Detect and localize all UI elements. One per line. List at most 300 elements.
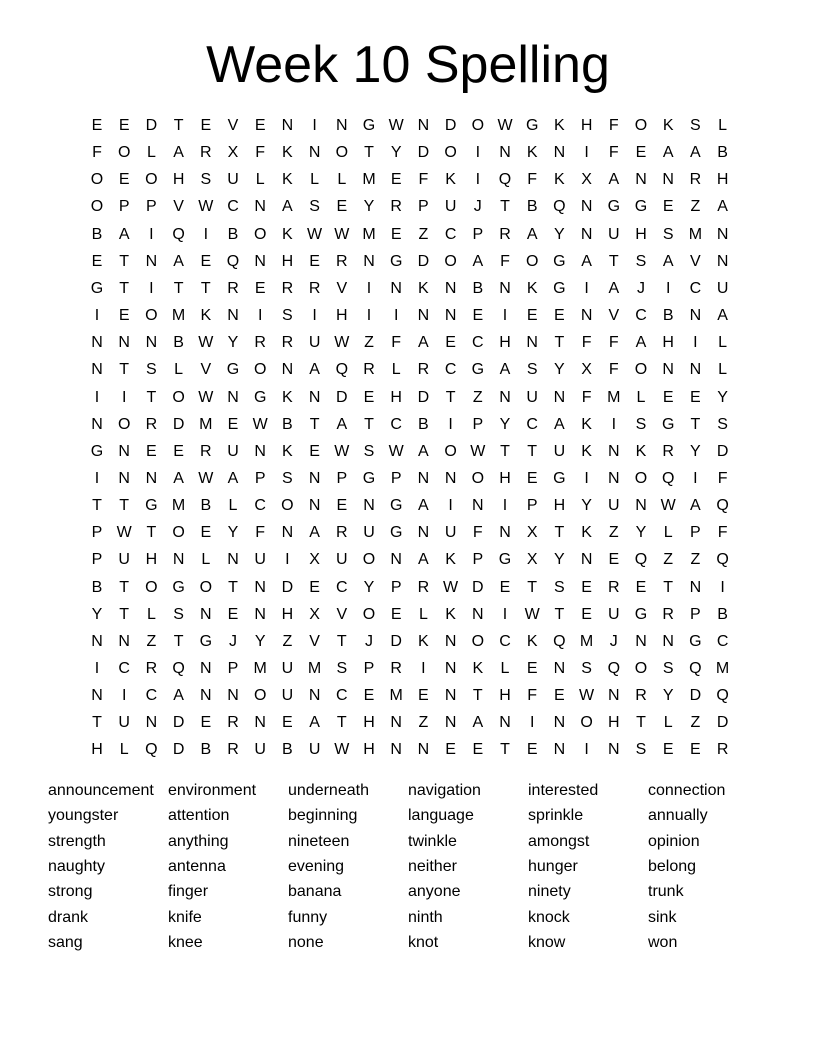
grid-letter[interactable]: W (198, 198, 214, 216)
grid-letter[interactable]: I (94, 307, 100, 325)
grid-letter[interactable]: P (227, 660, 239, 677)
grid-letter[interactable]: P (254, 469, 266, 487)
grid-letter[interactable]: N (200, 687, 212, 705)
grid-letter[interactable]: M (253, 660, 267, 677)
grid-letter[interactable]: U (254, 741, 266, 759)
grid-letter[interactable]: Y (227, 334, 239, 352)
grid-letter[interactable]: I (720, 578, 725, 596)
grid-letter[interactable]: V (690, 252, 701, 270)
grid-letter[interactable]: K (445, 551, 456, 569)
grid-letter[interactable]: M (171, 307, 186, 325)
grid-letter[interactable]: R (227, 714, 239, 732)
grid-letter[interactable]: E (200, 117, 212, 134)
grid-letter[interactable]: B (91, 578, 103, 596)
grid-letter[interactable]: G (498, 551, 512, 569)
grid-letter[interactable]: D (417, 252, 430, 270)
grid-letter[interactable]: E (363, 388, 375, 406)
grid-letter[interactable]: W (470, 442, 486, 460)
grid-letter[interactable]: T (228, 578, 238, 596)
grid-letter[interactable]: N (417, 469, 430, 487)
grid-letter[interactable]: S (662, 660, 674, 677)
grid-letter[interactable]: C (145, 687, 158, 705)
grid-letter[interactable]: A (418, 334, 429, 352)
grid-letter[interactable]: A (662, 144, 674, 162)
grid-letter[interactable]: O (471, 632, 485, 650)
grid-letter[interactable]: N (254, 252, 266, 270)
grid-letter[interactable]: N (444, 687, 457, 705)
grid-letter[interactable]: P (690, 605, 701, 623)
grid-letter[interactable]: A (608, 279, 620, 297)
grid-letter[interactable]: K (472, 660, 484, 677)
grid-letter[interactable]: S (282, 469, 293, 487)
grid-letter[interactable]: E (526, 741, 538, 759)
grid-letter[interactable]: N (417, 117, 430, 134)
grid-letter[interactable]: E (581, 605, 592, 623)
grid-letter[interactable]: B (227, 225, 239, 243)
grid-letter[interactable]: N (444, 279, 457, 297)
grid-letter[interactable]: W (388, 442, 404, 460)
grid-letter[interactable]: Y (254, 632, 266, 650)
grid-letter[interactable]: N (689, 578, 702, 596)
grid-letter[interactable]: N (499, 144, 511, 162)
grid-letter[interactable]: J (229, 632, 237, 650)
grid-letter[interactable]: E (554, 307, 565, 325)
grid-letter[interactable]: C (472, 334, 484, 352)
grid-letter[interactable]: F (608, 117, 619, 134)
grid-letter[interactable]: N (308, 687, 321, 705)
grid-letter[interactable]: G (553, 252, 566, 270)
grid-letter[interactable]: I (584, 469, 589, 487)
grid-letter[interactable]: E (118, 171, 130, 189)
grid-letter[interactable]: T (364, 144, 374, 162)
grid-letter[interactable]: A (526, 225, 538, 243)
grid-letter[interactable]: P (118, 198, 130, 216)
grid-letter[interactable]: G (389, 524, 403, 542)
grid-letter[interactable]: K (581, 442, 592, 460)
grid-letter[interactable]: T (500, 442, 510, 460)
grid-letter[interactable]: I (366, 279, 372, 297)
grid-letter[interactable]: D (417, 388, 430, 406)
grid-letter[interactable]: Q (145, 741, 158, 759)
grid-letter[interactable]: Q (607, 660, 621, 677)
grid-letter[interactable]: T (119, 361, 130, 379)
grid-letter[interactable]: Y (662, 687, 674, 705)
grid-letter[interactable]: S (635, 415, 647, 433)
grid-letter[interactable]: J (637, 279, 645, 297)
grid-letter[interactable]: R (716, 741, 729, 759)
grid-letter[interactable]: N (689, 361, 702, 379)
grid-letter[interactable]: T (636, 714, 646, 732)
grid-letter[interactable]: H (281, 605, 294, 623)
grid-letter[interactable]: T (119, 252, 130, 270)
grid-letter[interactable]: U (308, 334, 321, 352)
grid-letter[interactable]: H (91, 741, 103, 759)
grid-letter[interactable]: B (282, 415, 293, 433)
grid-letter[interactable]: B (717, 605, 728, 623)
grid-letter[interactable]: I (693, 469, 698, 487)
grid-letter[interactable]: I (149, 225, 154, 243)
grid-letter[interactable]: Z (663, 551, 674, 569)
grid-letter[interactable]: Z (608, 524, 619, 542)
grid-letter[interactable]: Q (553, 198, 566, 216)
grid-letter[interactable]: P (91, 551, 103, 569)
grid-letter[interactable]: N (444, 632, 457, 650)
grid-letter[interactable]: N (553, 660, 566, 677)
grid-letter[interactable]: H (390, 388, 402, 406)
grid-letter[interactable]: T (146, 524, 157, 542)
grid-letter[interactable]: O (253, 687, 267, 705)
grid-letter[interactable]: M (579, 632, 594, 650)
grid-letter[interactable]: F (608, 144, 619, 162)
grid-letter[interactable]: R (227, 741, 239, 759)
grid-letter[interactable]: I (312, 307, 317, 325)
grid-letter[interactable]: P (690, 524, 701, 542)
grid-letter[interactable]: H (553, 497, 566, 515)
grid-letter[interactable]: N (118, 632, 130, 650)
grid-letter[interactable]: O (335, 144, 349, 162)
grid-letter[interactable]: E (581, 578, 592, 596)
grid-letter[interactable]: G (253, 388, 267, 406)
grid-letter[interactable]: U (363, 524, 375, 542)
grid-letter[interactable]: N (363, 497, 375, 515)
grid-letter[interactable]: I (94, 469, 100, 487)
grid-letter[interactable]: M (688, 225, 703, 243)
grid-letter[interactable]: P (390, 469, 402, 487)
grid-letter[interactable]: P (363, 660, 375, 677)
grid-letter[interactable]: R (281, 334, 294, 352)
grid-letter[interactable]: L (718, 117, 728, 134)
grid-letter[interactable]: M (171, 497, 186, 515)
grid-letter[interactable]: N (553, 144, 566, 162)
grid-letter[interactable]: A (581, 252, 592, 270)
grid-letter[interactable]: C (499, 632, 511, 650)
grid-letter[interactable]: S (526, 361, 538, 379)
grid-letter[interactable]: A (336, 415, 348, 433)
grid-letter[interactable]: R (608, 578, 620, 596)
grid-letter[interactable]: F (527, 171, 538, 189)
grid-letter[interactable]: N (444, 469, 457, 487)
grid-letter[interactable]: A (173, 469, 184, 487)
grid-letter[interactable]: Q (716, 551, 729, 569)
grid-letter[interactable]: A (418, 551, 429, 569)
grid-letter[interactable]: U (227, 442, 239, 460)
grid-letter[interactable]: T (663, 578, 674, 596)
grid-letter[interactable]: D (336, 388, 348, 406)
grid-letter[interactable]: E (662, 388, 674, 406)
grid-letter[interactable]: D (172, 415, 185, 433)
grid-letter[interactable]: O (172, 524, 185, 542)
grid-letter[interactable]: N (608, 687, 620, 705)
grid-letter[interactable]: Q (634, 551, 648, 569)
grid-letter[interactable]: R (417, 361, 430, 379)
grid-letter[interactable]: G (553, 279, 566, 297)
grid-letter[interactable]: O (90, 198, 104, 216)
grid-letter[interactable]: S (336, 660, 348, 677)
grid-letter[interactable]: W (198, 334, 214, 352)
grid-letter[interactable]: F (92, 144, 102, 162)
grid-letter[interactable]: L (718, 334, 728, 352)
grid-letter[interactable]: A (690, 144, 701, 162)
grid-letter[interactable]: U (336, 551, 348, 569)
grid-letter[interactable]: X (227, 144, 239, 162)
grid-letter[interactable]: J (365, 632, 373, 650)
grid-letter[interactable]: K (662, 117, 674, 134)
grid-letter[interactable]: H (662, 334, 674, 352)
grid-letter[interactable]: S (282, 307, 293, 325)
grid-letter[interactable]: R (281, 279, 294, 297)
grid-letter[interactable]: R (200, 144, 212, 162)
grid-letter[interactable]: Y (91, 605, 103, 623)
grid-letter[interactable]: F (717, 524, 728, 542)
grid-letter[interactable]: W (579, 687, 595, 705)
grid-letter[interactable]: K (526, 144, 538, 162)
grid-letter[interactable]: M (607, 388, 621, 406)
grid-letter[interactable]: E (499, 578, 511, 596)
grid-letter[interactable]: F (418, 171, 429, 189)
grid-letter[interactable]: A (173, 144, 184, 162)
grid-letter[interactable]: R (390, 660, 402, 677)
grid-letter[interactable]: V (200, 361, 212, 379)
grid-letter[interactable]: E (554, 687, 565, 705)
grid-letter[interactable]: I (665, 279, 671, 297)
grid-letter[interactable]: T (364, 415, 374, 433)
grid-letter[interactable]: U (308, 741, 321, 759)
grid-letter[interactable]: G (634, 605, 648, 623)
grid-letter[interactable]: N (444, 714, 457, 732)
grid-letter[interactable]: E (227, 415, 239, 433)
grid-letter[interactable]: F (608, 361, 619, 379)
grid-letter[interactable]: Y (390, 144, 402, 162)
grid-letter[interactable]: U (281, 687, 294, 705)
grid-letter[interactable]: L (146, 144, 156, 162)
grid-letter[interactable]: L (636, 388, 646, 406)
grid-letter[interactable]: H (499, 469, 511, 487)
grid-letter[interactable]: K (282, 388, 293, 406)
grid-letter[interactable]: P (146, 198, 157, 216)
grid-letter[interactable]: H (145, 551, 158, 569)
grid-letter[interactable]: M (362, 225, 376, 243)
grid-letter[interactable]: G (172, 578, 185, 596)
grid-letter[interactable]: E (390, 171, 402, 189)
grid-letter[interactable]: N (444, 307, 457, 325)
grid-letter[interactable]: Y (690, 442, 701, 460)
grid-letter[interactable]: L (174, 361, 184, 379)
grid-letter[interactable]: T (554, 605, 565, 623)
grid-letter[interactable]: N (716, 225, 729, 243)
grid-letter[interactable]: B (282, 741, 293, 759)
grid-letter[interactable]: N (472, 605, 484, 623)
grid-letter[interactable]: H (716, 171, 729, 189)
grid-letter[interactable]: E (200, 524, 212, 542)
grid-letter[interactable]: N (200, 660, 212, 677)
grid-letter[interactable]: V (227, 117, 239, 134)
grid-letter[interactable]: N (635, 497, 647, 515)
grid-letter[interactable]: O (281, 497, 294, 515)
grid-letter[interactable]: S (200, 171, 212, 189)
grid-letter[interactable]: I (502, 307, 508, 325)
grid-letter[interactable]: K (581, 524, 592, 542)
grid-letter[interactable]: I (448, 497, 453, 515)
grid-letter[interactable]: O (172, 388, 185, 406)
grid-letter[interactable]: G (553, 469, 566, 487)
grid-letter[interactable]: U (444, 198, 457, 216)
grid-letter[interactable]: O (471, 117, 485, 134)
grid-letter[interactable]: E (418, 687, 429, 705)
grid-letter[interactable]: N (308, 497, 321, 515)
grid-letter[interactable]: D (444, 117, 457, 134)
grid-letter[interactable]: S (690, 117, 701, 134)
grid-letter[interactable]: S (635, 252, 647, 270)
grid-letter[interactable]: W (198, 388, 214, 406)
grid-letter[interactable]: A (690, 497, 701, 515)
grid-letter[interactable]: N (499, 524, 511, 542)
grid-letter[interactable]: G (661, 415, 675, 433)
grid-letter[interactable]: V (309, 632, 320, 650)
grid-letter[interactable]: U (254, 551, 266, 569)
grid-letter[interactable]: Q (498, 171, 512, 189)
grid-letter[interactable]: A (662, 252, 674, 270)
grid-letter[interactable]: R (635, 687, 647, 705)
grid-letter[interactable]: U (118, 714, 130, 732)
grid-letter[interactable]: R (390, 198, 402, 216)
grid-letter[interactable]: L (255, 171, 265, 189)
grid-letter[interactable]: E (118, 307, 130, 325)
grid-letter[interactable]: R (363, 361, 375, 379)
grid-letter[interactable]: L (663, 524, 673, 542)
grid-letter[interactable]: N (472, 497, 484, 515)
grid-letter[interactable]: N (118, 469, 130, 487)
grid-letter[interactable]: H (172, 171, 185, 189)
grid-letter[interactable]: N (363, 252, 375, 270)
grid-letter[interactable]: N (553, 741, 566, 759)
grid-letter[interactable]: O (471, 469, 485, 487)
grid-letter[interactable]: R (499, 225, 511, 243)
grid-letter[interactable]: E (445, 741, 456, 759)
grid-letter[interactable]: N (499, 388, 511, 406)
grid-letter[interactable]: W (334, 741, 350, 759)
grid-letter[interactable]: Z (364, 334, 374, 352)
grid-letter[interactable]: U (608, 497, 620, 515)
grid-letter[interactable]: Q (172, 660, 185, 677)
grid-letter[interactable]: M (362, 171, 376, 189)
grid-letter[interactable]: I (502, 605, 508, 623)
grid-letter[interactable]: S (173, 605, 184, 623)
grid-letter[interactable]: C (227, 198, 239, 216)
grid-letter[interactable]: E (526, 469, 538, 487)
grid-letter[interactable]: A (554, 415, 565, 433)
grid-letter[interactable]: T (92, 497, 102, 515)
grid-letter[interactable]: U (553, 442, 566, 460)
grid-letter[interactable]: O (580, 714, 593, 732)
grid-letter[interactable]: L (228, 497, 238, 515)
grid-letter[interactable]: U (444, 524, 457, 542)
grid-letter[interactable]: R (308, 279, 321, 297)
grid-letter[interactable]: U (608, 225, 620, 243)
grid-letter[interactable]: O (634, 469, 648, 487)
grid-letter[interactable]: N (281, 117, 294, 134)
grid-letter[interactable]: G (362, 117, 376, 134)
grid-letter[interactable]: P (91, 524, 103, 542)
grid-letter[interactable]: N (662, 361, 674, 379)
grid-letter[interactable]: C (635, 307, 647, 325)
grid-letter[interactable]: E (472, 307, 484, 325)
grid-letter[interactable]: E (146, 442, 157, 460)
grid-letter[interactable]: Y (581, 497, 592, 515)
grid-letter[interactable]: E (662, 198, 674, 216)
grid-letter[interactable]: U (227, 171, 239, 189)
grid-letter[interactable]: D (281, 578, 294, 596)
grid-letter[interactable]: T (92, 714, 102, 732)
grid-letter[interactable]: I (693, 334, 698, 352)
grid-letter[interactable]: A (472, 714, 484, 732)
grid-letter[interactable]: D (472, 578, 484, 596)
grid-letter[interactable]: A (635, 334, 647, 352)
grid-letter[interactable]: N (417, 307, 430, 325)
grid-letter[interactable]: R (662, 605, 674, 623)
grid-letter[interactable]: G (607, 198, 621, 216)
grid-letter[interactable]: T (200, 279, 211, 297)
grid-letter[interactable]: V (608, 307, 620, 325)
grid-letter[interactable]: I (448, 415, 453, 433)
grid-letter[interactable]: O (145, 171, 158, 189)
grid-letter[interactable]: N (526, 334, 538, 352)
grid-letter[interactable]: Z (690, 714, 701, 732)
grid-letter[interactable]: I (94, 388, 100, 406)
grid-letter[interactable]: Q (335, 361, 349, 379)
grid-letter[interactable]: N (499, 279, 511, 297)
grid-letter[interactable]: W (443, 578, 459, 596)
grid-letter[interactable]: B (472, 279, 484, 297)
grid-letter[interactable]: N (608, 442, 620, 460)
grid-letter[interactable]: N (227, 307, 239, 325)
grid-letter[interactable]: F (527, 687, 538, 705)
grid-letter[interactable]: C (254, 497, 266, 515)
grid-letter[interactable]: D (390, 632, 402, 650)
grid-letter[interactable]: W (334, 334, 350, 352)
grid-letter[interactable]: I (312, 117, 317, 134)
grid-letter[interactable]: L (201, 551, 211, 569)
grid-letter[interactable]: A (227, 469, 239, 487)
grid-letter[interactable]: N (580, 198, 593, 216)
grid-letter[interactable]: K (282, 442, 293, 460)
grid-letter[interactable]: O (634, 361, 648, 379)
grid-letter[interactable]: T (146, 388, 157, 406)
grid-letter[interactable]: M (307, 660, 322, 677)
grid-letter[interactable]: E (390, 605, 402, 623)
grid-letter[interactable]: Q (172, 225, 185, 243)
grid-letter[interactable]: J (609, 632, 618, 650)
grid-letter[interactable]: I (584, 741, 589, 759)
grid-letter[interactable]: O (444, 252, 457, 270)
grid-letter[interactable]: O (253, 361, 267, 379)
grid-letter[interactable]: T (173, 632, 184, 650)
grid-letter[interactable]: P (472, 225, 484, 243)
grid-letter[interactable]: W (198, 469, 214, 487)
grid-letter[interactable]: Y (554, 551, 565, 569)
grid-letter[interactable]: E (690, 388, 701, 406)
grid-letter[interactable]: N (91, 334, 103, 352)
grid-letter[interactable]: F (608, 334, 619, 352)
grid-letter[interactable]: H (635, 225, 647, 243)
grid-letter[interactable]: U (608, 605, 620, 623)
grid-letter[interactable]: K (554, 117, 565, 134)
grid-letter[interactable]: W (497, 117, 513, 134)
grid-letter[interactable]: W (116, 524, 132, 542)
grid-letter[interactable]: B (200, 497, 212, 515)
grid-letter[interactable]: G (90, 279, 104, 297)
grid-letter[interactable]: N (390, 741, 402, 759)
grid-letter[interactable]: L (663, 714, 673, 732)
